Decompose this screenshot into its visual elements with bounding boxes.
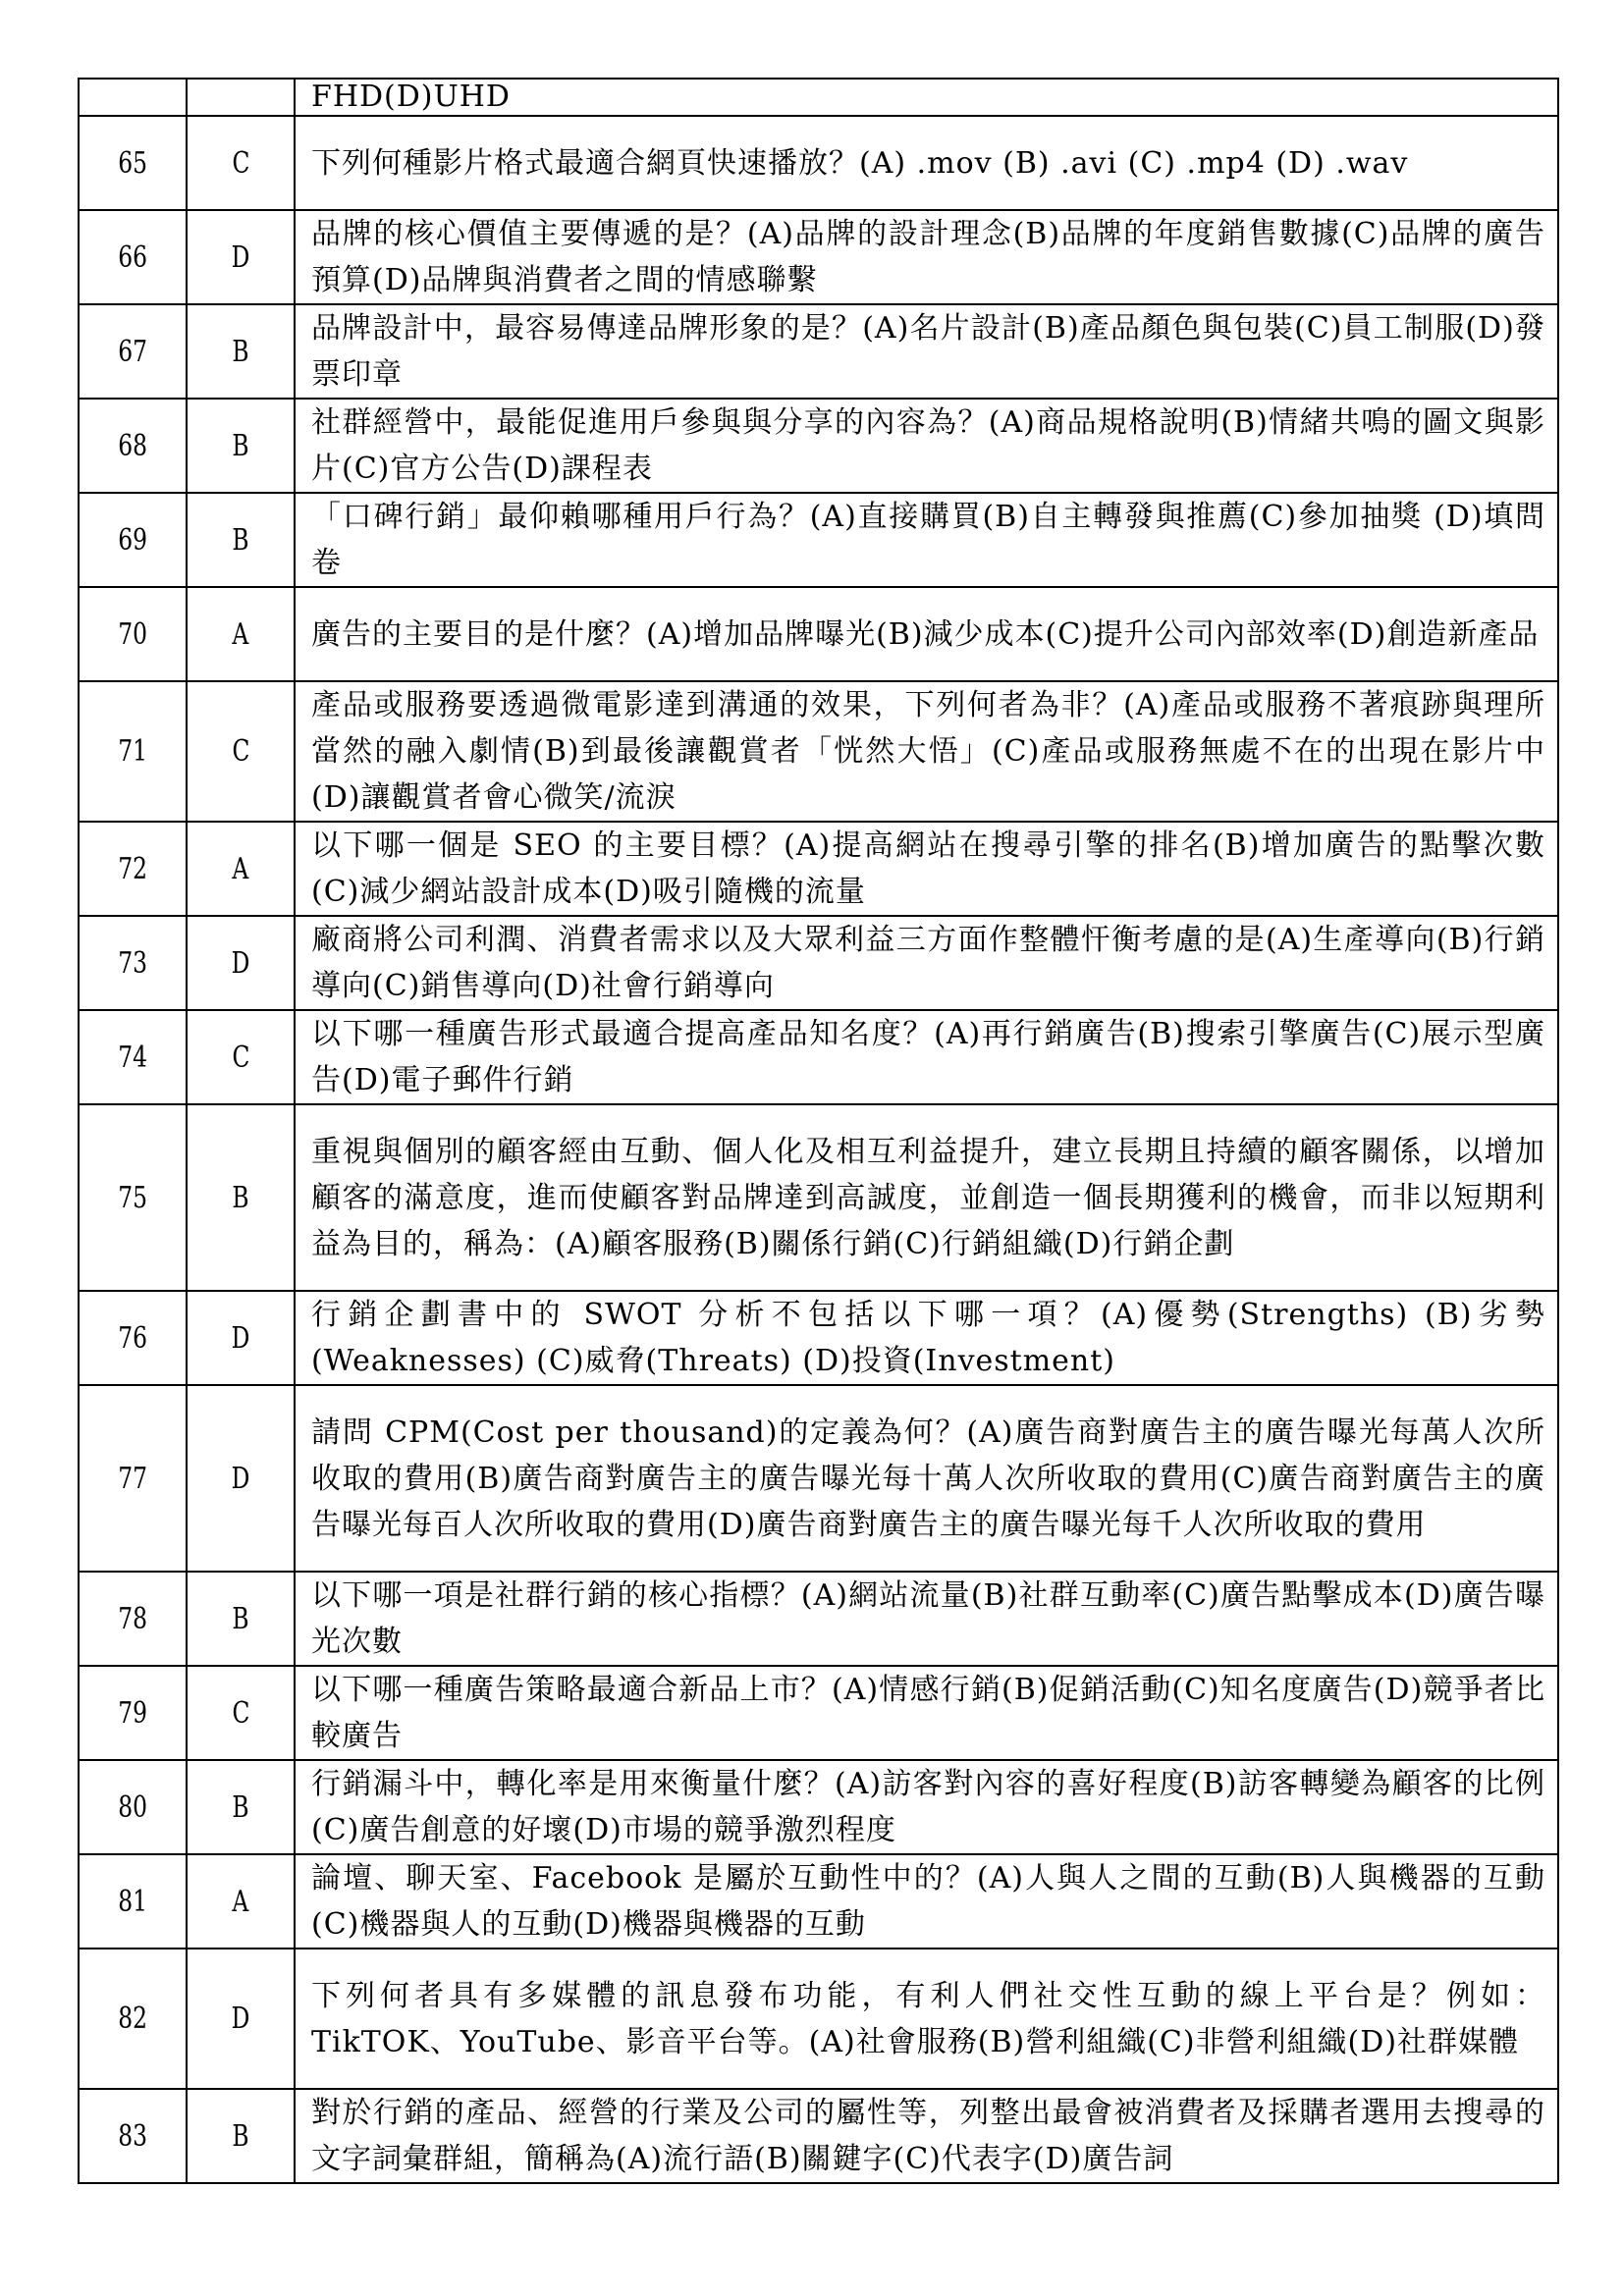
question-number: 83	[79, 2089, 187, 2183]
question-text: 「口碑行銷」最仰賴哪種用戶行為？(A)直接購買(B)自主轉發與推薦(C)參加抽獎 (D)填問卷	[295, 493, 1558, 587]
question-text: 社群經營中，最能促進用戶參與與分享的內容為？(A)商品規格說明(B)情緒共鳴的圖文與影片(C)官方公告(D)課程表	[295, 399, 1558, 493]
question-number: 70	[79, 587, 187, 681]
table-row	[79, 1854, 1558, 1949]
answer-letter: D	[187, 916, 295, 1010]
question-number: 73	[79, 916, 187, 1010]
question-number: 66	[79, 210, 187, 304]
question-text: 行銷漏斗中，轉化率是用來衡量什麼？(A)訪客對內容的喜好程度(B)訪客轉變為顧客的比例(C)廣告創意的好壞(D)市場的競爭激烈程度	[295, 1760, 1558, 1854]
question-text: 重視與個別的顧客經由互動、個人化及相互利益提升，建立長期且持續的顧客關係，以增加顧客的滿意度，進而使顧客對品牌達到高誠度，並創造一個長期獲利的機會，而非以短期利益為目的，稱為：(A)顧客服務(B)關係行銷(C)行銷組織(D)行銷企劃	[295, 1104, 1558, 1291]
answer-letter: B	[187, 1760, 295, 1854]
question-text: 以下哪一種廣告策略最適合新品上市？(A)情感行銷(B)促銷活動(C)知名度廣告(D)競爭者比較廣告	[295, 1666, 1558, 1760]
table-row	[79, 1949, 1558, 2089]
question-text: 廠商將公司利潤、消費者需求以及大眾利益三方面作整體忓衡考慮的是(A)生產導向(B)行銷導向(C)銷售導向(D)社會行銷導向	[295, 916, 1558, 1010]
table-row	[79, 587, 1558, 681]
question-text: 以下哪一個是 SEO 的主要目標？(A)提高網站在搜尋引擎的排名(B)增加廣告的點擊次數(C)減少網站設計成本(D)吸引隨機的流量	[295, 822, 1558, 916]
question-text: 以下哪一項是社群行銷的核心指標？(A)網站流量(B)社群互動率(C)廣告點擊成本(D)廣告曝光次數	[295, 1572, 1558, 1666]
question-number: 67	[79, 304, 187, 399]
question-number: 74	[79, 1010, 187, 1104]
answer-letter: B	[187, 304, 295, 399]
answer-letter: D	[187, 210, 295, 304]
answer-letter: C	[187, 1010, 295, 1104]
question-text: 下列何者具有多媒體的訊息發布功能，有利人們社交性互動的線上平台是？例如：TikTOK、YouTube、影音平台等。(A)社會服務(B)營利組織(C)非營利組織(D)社群媒體	[295, 1949, 1558, 2089]
answer-letter: D	[187, 1949, 295, 2089]
answer-letter: C	[187, 681, 295, 822]
question-text: 廣告的主要目的是什麼？(A)增加品牌曝光(B)減少成本(C)提升公司內部效率(D)創造新產品	[295, 587, 1558, 681]
table-row	[79, 1104, 1558, 1291]
answer-sheet	[78, 78, 1557, 2184]
question-text: 對於行銷的產品、經營的行業及公司的屬性等，列整出最會被消費者及採購者選用去搜尋的文字詞彙群組，簡稱為(A)流行語(B)關鍵字(C)代表字(D)廣告詞	[295, 2089, 1558, 2183]
table-row	[79, 79, 1558, 116]
answer-letter: C	[187, 1666, 295, 1760]
question-text: 請問 CPM(Cost per thousand)的定義為何？(A)廣告商對廣告主的廣告曝光每萬人次所收取的費用(B)廣告商對廣告主的廣告曝光每十萬人次所收取的費用(C)廣告商對廣告主的廣告曝光每百人次所收取的費用(D)廣告商對廣告主的廣告曝光每千人次所收取的費用	[295, 1385, 1558, 1572]
table-row	[79, 1666, 1558, 1760]
table-row	[79, 2089, 1558, 2183]
answer-letter: A	[187, 822, 295, 916]
answer-letter: D	[187, 1385, 295, 1572]
answer-letter: C	[187, 116, 295, 210]
answer-letter: D	[187, 1291, 295, 1385]
question-number: 81	[79, 1854, 187, 1949]
question-number	[79, 79, 187, 116]
answer-letter: B	[187, 1104, 295, 1291]
table-row	[79, 210, 1558, 304]
answer-letter: A	[187, 587, 295, 681]
question-number: 65	[79, 116, 187, 210]
question-number: 80	[79, 1760, 187, 1854]
question-number: 76	[79, 1291, 187, 1385]
table-row	[79, 493, 1558, 587]
table-row	[79, 1760, 1558, 1854]
answer-letter: B	[187, 2089, 295, 2183]
answer-letter: B	[187, 399, 295, 493]
table-row	[79, 304, 1558, 399]
question-text: 品牌的核心價值主要傳遞的是？(A)品牌的設計理念(B)品牌的年度銷售數據(C)品牌的廣告預算(D)品牌與消費者之間的情感聯繫	[295, 210, 1558, 304]
question-text: 以下哪一種廣告形式最適合提高產品知名度？(A)再行銷廣告(B)搜索引擎廣告(C)展示型廣告(D)電子郵件行銷	[295, 1010, 1558, 1104]
table-row	[79, 1572, 1558, 1666]
answer-letter: A	[187, 1854, 295, 1949]
table-row	[79, 1385, 1558, 1572]
table-row	[79, 1291, 1558, 1385]
question-number: 77	[79, 1385, 187, 1572]
question-number: 68	[79, 399, 187, 493]
answer-letter: B	[187, 493, 295, 587]
table-row	[79, 916, 1558, 1010]
question-number: 78	[79, 1572, 187, 1666]
question-table	[78, 78, 1559, 2184]
table-row	[79, 1010, 1558, 1104]
table-row	[79, 399, 1558, 493]
question-number: 82	[79, 1949, 187, 2089]
answer-letter	[187, 79, 295, 116]
table-row	[79, 822, 1558, 916]
question-text: 品牌設計中，最容易傳達品牌形象的是？(A)名片設計(B)產品顏色與包裝(C)員工制服(D)發票印章	[295, 304, 1558, 399]
question-text: 下列何種影片格式最適合網頁快速播放？(A) .mov (B) .avi (C) .mp4 (D) .wav	[295, 116, 1558, 210]
question-number: 79	[79, 1666, 187, 1760]
question-text: 論壇、聊天室、Facebook 是屬於互動性中的？(A)人與人之間的互動(B)人與機器的互動(C)機器與人的互動(D)機器與機器的互動	[295, 1854, 1558, 1949]
question-text: 產品或服務要透過微電影達到溝通的效果，下列何者為非？(A)產品或服務不著痕跡與理所當然的融入劇情(B)到最後讓觀賞者「恍然大悟」(C)產品或服務無處不在的出現在影片中(D)讓觀賞者會心微笑/流淚	[295, 681, 1558, 822]
question-number: 75	[79, 1104, 187, 1291]
question-text: 行銷企劃書中的 SWOT 分析不包括以下哪一項？(A)優勢(Strengths) (B)劣勢(Weaknesses) (C)威脅(Threats) (D)投資(Investment)	[295, 1291, 1558, 1385]
question-number: 69	[79, 493, 187, 587]
question-text: FHD(D)UHD	[295, 79, 1558, 116]
table-row	[79, 681, 1558, 822]
answer-letter: B	[187, 1572, 295, 1666]
question-number: 71	[79, 681, 187, 822]
table-row	[79, 116, 1558, 210]
question-number: 72	[79, 822, 187, 916]
